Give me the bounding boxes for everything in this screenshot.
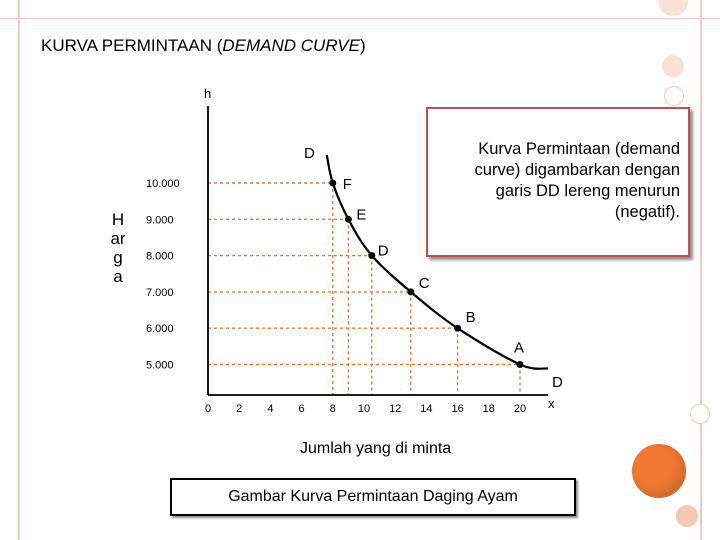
y-tick-label: 6.000	[146, 323, 174, 336]
x-tick-label: 18	[482, 403, 495, 415]
x-tick-label: 14	[420, 403, 433, 415]
point-marker-b	[454, 325, 461, 332]
x-tick-label: 6	[298, 403, 305, 415]
y-tick-label: 9.000	[146, 214, 174, 227]
x-tick-label: 10	[357, 403, 371, 415]
y-tick-label: 10.000	[146, 178, 180, 190]
y-axis-top-label: h	[204, 86, 212, 101]
x-tick-label: 4	[267, 403, 274, 415]
note-text: Kurva Permintaan (demand curve) digambarkan dengan garis DD lereng menurun (negatif).	[474, 140, 680, 221]
point-marker-d	[368, 252, 375, 259]
x-tick-label: 12	[389, 403, 402, 415]
x-axis-title: Jumlah yang di minta	[300, 440, 452, 457]
figure-caption: Gambar Kurva Permintaan Daging Ayam	[170, 478, 576, 516]
point-label-c: C	[418, 274, 430, 292]
curve-label-bottom: D	[552, 374, 563, 391]
x-axis-end-label: x	[548, 396, 555, 411]
title-italic: DEMAND CURVE	[222, 36, 360, 55]
x-tick-label: 20	[513, 403, 527, 415]
point-marker-e	[345, 216, 352, 223]
point-label-f: F	[342, 176, 352, 193]
point-marker-c	[407, 288, 414, 295]
x-tick-label: 16	[451, 403, 464, 415]
point-label-d: D	[377, 242, 389, 260]
x-tick-label: 0	[204, 403, 212, 415]
curve-label-top: D	[304, 145, 315, 162]
point-label-b: B	[465, 309, 476, 327]
y-axis-title: Harga	[110, 210, 126, 286]
point-marker-a	[517, 361, 524, 368]
x-tick-label: 2	[236, 403, 243, 415]
y-tick-label: 8.000	[146, 250, 174, 263]
y-tick-label: 5.000	[146, 359, 174, 372]
x-tick-label: 8	[329, 403, 336, 415]
point-label-e: E	[356, 206, 367, 224]
point-marker-f	[329, 180, 336, 187]
title-main: KURVA PERMINTAAN (	[41, 36, 223, 55]
point-label-a: A	[514, 339, 525, 357]
y-tick-label: 7.000	[146, 286, 174, 299]
note-box	[426, 107, 690, 257]
title-close: )	[359, 36, 366, 55]
